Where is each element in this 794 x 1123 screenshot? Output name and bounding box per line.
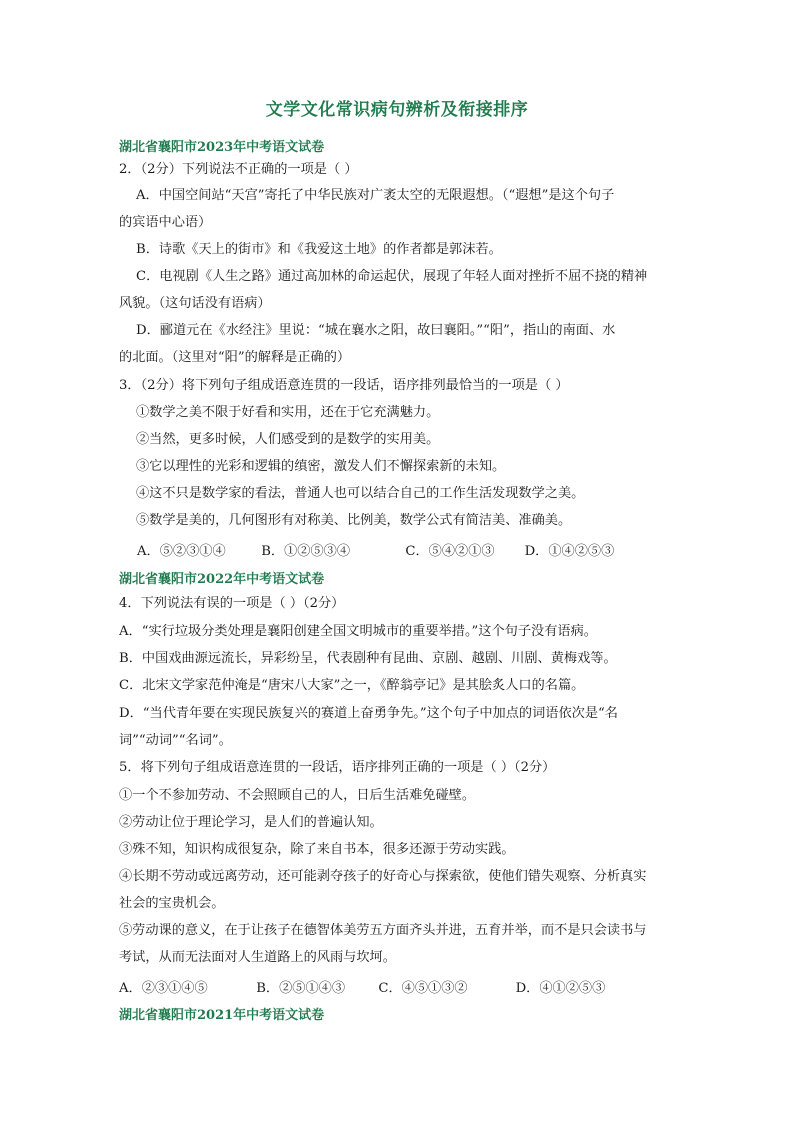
q2-stem: 2．（2分）下列说法不正确的一项是（ ） xyxy=(119,162,358,177)
q5-sentence-4-cont: 社会的宝贵机会。 xyxy=(119,896,225,911)
q2-option-d: D．郦道元在《水经注》里说：“城在襄水之阳，故曰襄阳。”“阳”，指山的南面、水 xyxy=(136,323,616,338)
q5-sentence-5: ⑤劳动课的意义，在于让孩子在德智体美劳五方面齐头并进，五育并举，而不是只会读书与 xyxy=(119,923,647,938)
q4-option-d-cont: 词”“动词”“名词”。 xyxy=(119,733,232,748)
q5-stem: 5．将下列句子组成语意连贯的一段话，语序排列正确的一项是（ ）（2分） xyxy=(119,760,556,775)
q3-sentence-5: ⑤数学是美的，几何图形有对称美、比例美，数学公式有简洁美、准确美。 xyxy=(136,513,572,528)
q5-sentence-5-cont: 考试，从而无法面对人生道路上的风雨与坎坷。 xyxy=(119,950,396,965)
q2-option-c-cont: 风貌。（这句话没有语病） xyxy=(119,296,271,311)
page-title: 文学文化常识病句辨析及衔接排序 xyxy=(265,100,529,120)
q2-option-d-cont: 的北面。（这里对“阳”的解释是正确的） xyxy=(119,350,351,365)
section-heading-2021: 湖北省襄阳市2021年中考语文试卷 xyxy=(119,1008,325,1023)
q3-sentence-4: ④这不只是数学家的看法，普通人也可以结合自己的工作生活发现数学之美。 xyxy=(136,486,585,501)
q3-sentence-1: ①数学之美不限于好看和实用，还在于它充满魅力。 xyxy=(136,405,440,420)
q2-option-a-cont: 的宾语中心语） xyxy=(119,215,212,230)
q3-sentence-3: ③它以理性的光彩和逻辑的缜密，激发人们不懈探索新的未知。 xyxy=(136,459,506,474)
q5-option-a: A．②③①④⑤ xyxy=(119,981,208,996)
q5-option-b: B．②⑤①④③ xyxy=(256,981,346,996)
q3-option-d: D．①④②⑤③ xyxy=(524,544,615,559)
q5-options xyxy=(119,977,605,996)
q3-option-b: B．①②⑤③④ xyxy=(261,544,351,559)
q2-option-a: A．中国空间站“天宫”寄托了中华民族对广袤太空的无限遐想。（“遐想”是这个句子 xyxy=(136,188,615,203)
q4-option-c: C．北宋文学家范仲淹是“唐宋八大家”之一，《醉翁亭记》是其脍炙人口的名篇。 xyxy=(119,678,585,693)
q3-option-c: C．⑤④②①③ xyxy=(405,544,495,559)
q5-sentence-2: ②劳动让位于理论学习，是人们的普遍认知。 xyxy=(119,815,383,830)
section-heading-2023: 湖北省襄阳市2023年中考语文试卷 xyxy=(119,140,325,155)
q5-sentence-3: ③殊不知，知识构成很复杂，除了来自书本，很多还源于劳动实践。 xyxy=(119,842,515,857)
q4-stem: 4．下列说法有误的一项是（ ）（2分） xyxy=(119,596,345,611)
q3-options xyxy=(137,540,614,559)
q3-option-a: A．⑤②③①④ xyxy=(137,544,226,559)
q3-sentence-2: ②当然，更多时候，人们感受到的是数学的实用美。 xyxy=(136,432,440,447)
q5-sentence-4: ④长期不劳动或远离劳动，还可能剥夺孩子的好奇心与探索欲，使他们错失观察、分析真实 xyxy=(119,869,647,884)
q4-option-d: D．“当代青年要在实现民族复兴的赛道上奋勇争先。”这个句子中加点的词语依次是“名 xyxy=(119,706,618,721)
q5-option-c: C．④⑤①③② xyxy=(378,981,468,996)
q3-stem: 3．（2分）将下列句子组成语意连贯的一段话，语序排列最恰当的一项是（ ） xyxy=(119,378,569,393)
q2-option-b: B．诗歌《天上的街市》和《我爱这土地》的作者都是郭沫若。 xyxy=(136,242,502,257)
section-heading-2022: 湖北省襄阳市2022年中考语文试卷 xyxy=(119,572,325,587)
q2-option-c: C．电视剧《人生之路》通过高加林的命运起伏，展现了年轻人面对挫折不屈不挠的精神 xyxy=(136,269,648,284)
q4-option-b: B．中国戏曲源远流长，异彩纷呈，代表剧种有昆曲、京剧、越剧、川剧、黄梅戏等。 xyxy=(119,651,617,666)
q4-option-a: A．“实行垃圾分类处理是襄阳创建全国文明城市的重要举措。”这个句子没有语病。 xyxy=(119,624,597,639)
q5-option-d: D．④①②⑤③ xyxy=(515,981,606,996)
q5-sentence-1: ①一个不参加劳动、不会照顾自己的人，日后生活难免碰壁。 xyxy=(119,788,476,803)
